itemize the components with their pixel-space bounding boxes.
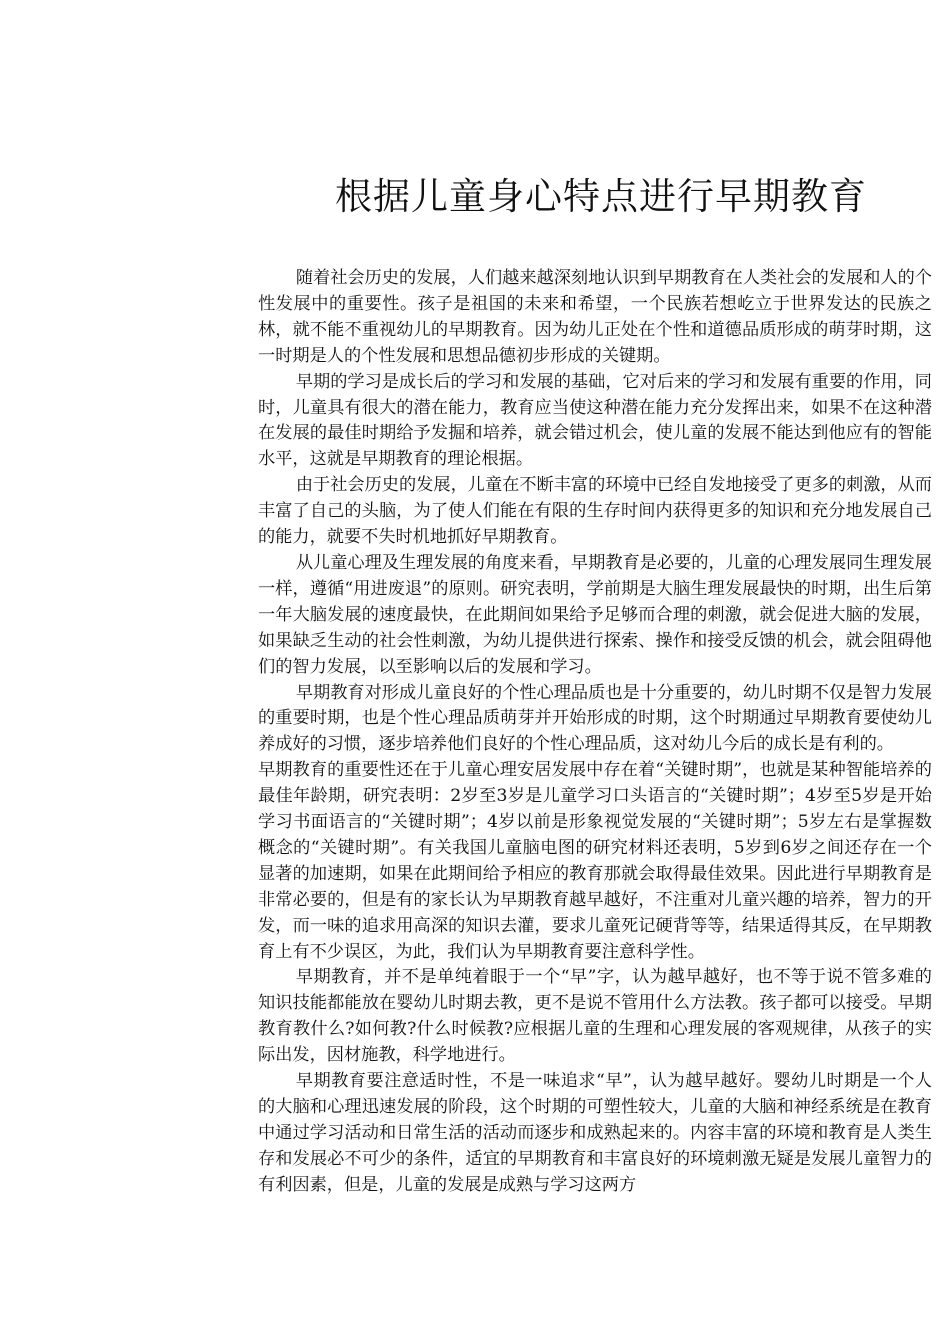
paragraph-7: 早期教育，并不是单纯着眼于一个“早”字，认为越早越好，也不等于说不管多难的知识技能都能放在婴幼儿时期去教，更不是说不管用什么方法教。孩子都可以接受。早期教育教什么?如何教?什么时候教?应根据儿童的生理和心理发展的客观规律，从孩子的实际出发，因材施教，科学地进行。: [258, 967, 932, 1066]
paragraph-2: 早期的学习是成长后的学习和发展的基础，它对后来的学习和发展有重要的作用，同时，儿童具有很大的潜在能力，教育应当使这种潜在能力充分发挥出来，如果不在这种潜在发展的最佳时期给予发掘和培养，就会错过机会，使儿童的发展不能达到他应有的智能水平，这就是早期教育的理论根据。: [258, 371, 932, 470]
paragraph-1: 随着社会历史的发展，人们越来越深刻地认识到早期教育在人类社会的发展和人的个性发展中的重要性。孩子是祖国的未来和希望，一个民族若想屹立于世界发达的民族之林，就不能不重视幼儿的早期教育。因为幼儿正处在个性和道德品质形成的萌芽时期，这一时期是人的个性发展和思想品德初步形成的关键期。: [258, 268, 932, 366]
paragraph-4: 从儿童心理及生理发展的角度来看，早期教育是必要的，儿童的心理发展同生理发展一样，遵循“用进废退”的原则。研究表明，学前期是大脑生理发展最快的时期，出生后第一年大脑发展的速度最快，在此期间如果给予足够而合理的刺激，就会促进大脑的发展，如果缺乏生动的社会性刺激，为幼儿提供进行探索、操作和接受反馈的机会，就会阻碍他们的智力发展，以至影响以后的发展和学习。: [258, 552, 932, 677]
paragraph-3: 由于社会历史的发展，儿童在不断丰富的环境中已经自发地接受了更多的刺激，从而丰富了自己的头脑，为了使人们能在有限的生存时间内获得更多的知识和充分地发展自己的能力，就要不失时机地抓好早期教育。: [258, 475, 932, 548]
paragraph-8: 早期教育要注意适时性，不是一味追求“早”，认为越早越好。婴幼儿时期是一个人的大脑和心理迅速发展的阶段，这个时期的可塑性较大，儿童的大脑和神经系统是在教育中通过学习活动和日常生活的活动而逐步和成熟起来的。内容丰富的环境和教育是人类生存和发展必不可少的条件，适宜的早期教育和丰富良好的环境刺激无疑是发展儿童智力的有利因素，但是，儿童的发展是成熟与学习这两方: [258, 1071, 932, 1195]
paragraph-5: 早期教育对形成儿童良好的个性心理品质也是十分重要的，幼儿时期不仅是智力发展的重要时期，也是个性心理品质萌芽并开始形成的时期，这个时期通过早期教育要使幼儿养成好的习惯，逐步培养他们良好的个性心理品质，这对幼儿今后的成长是有利的。: [258, 682, 932, 755]
document-body: [258, 266, 932, 1199]
paragraph-6: 早期教育的重要性还在于儿童心理安居发展中存在着“关键时期”，也就是某种智能培养的最佳年龄期，研究表明：2岁至3岁是儿童学习口头语言的“关键时期”；4岁至5岁是开始学习书面语言的“关键时期”；4岁以前是形象视觉发展的“关键时期”；5岁左右是掌握数概念的“关键时期”。有关我国儿童脑电图的研究材料还表明，5岁到6岁之间还存在一个显著的加速期，如果在此期间给予相应的教育那就会取得最佳效果。因此进行早期教育是非常必要的，但是有的家长认为早期教育越早越好，不注重对儿童兴趣的培养，智力的开发，而一味的追求用高深的知识去灌，要求儿童死记硬背等等，结果适得其反，在早期教育上有不少误区，为此，我们认为早期教育要注意科学性。: [258, 760, 932, 962]
document-title: 根据儿童身心特点进行早期教育: [335, 175, 867, 218]
